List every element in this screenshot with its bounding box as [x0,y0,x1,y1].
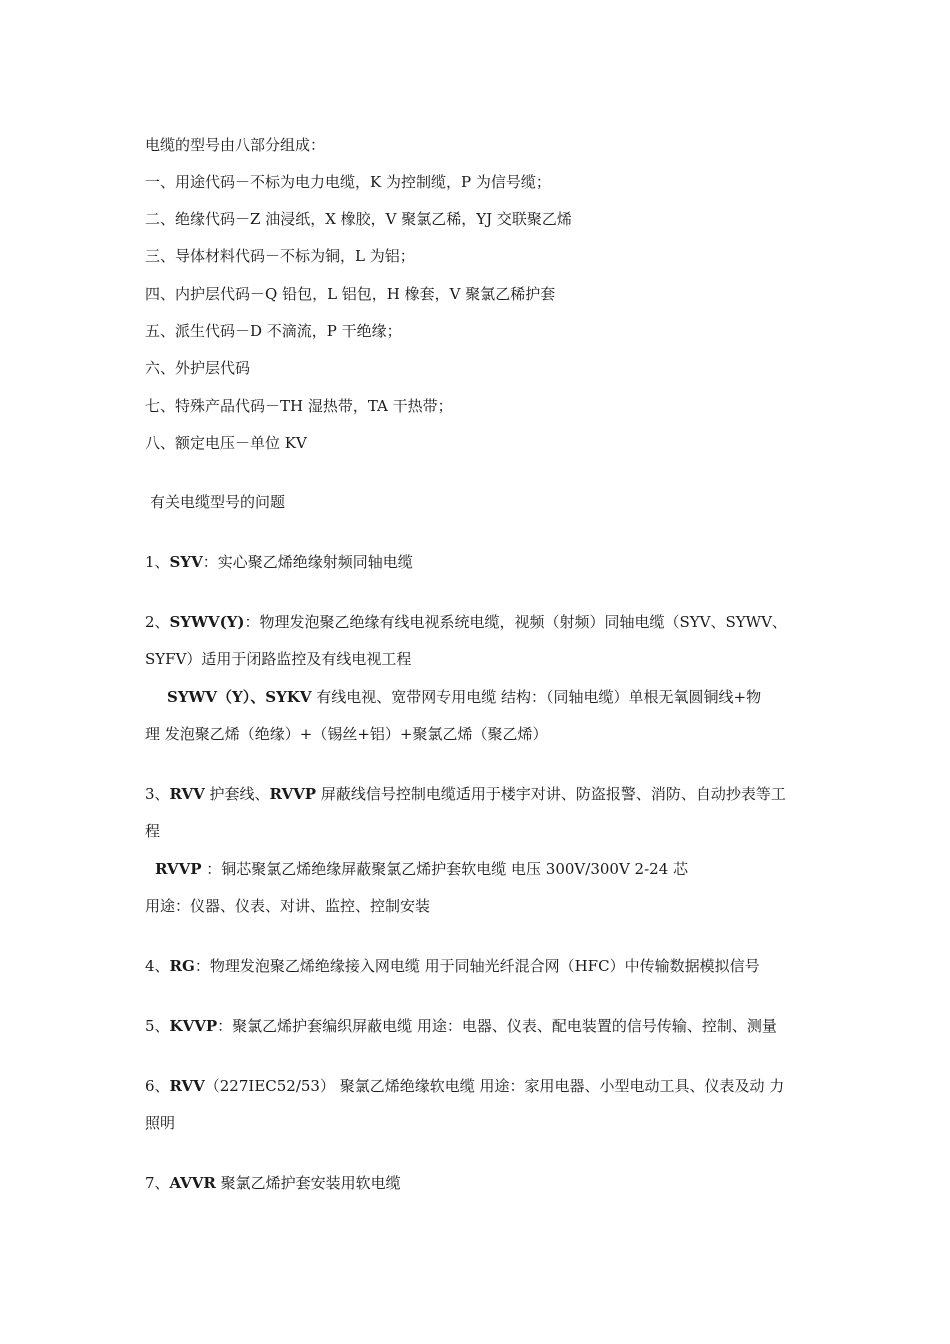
intro-item-6: 六、外护层代码 [145,359,251,377]
intro-heading: 电缆的型号由八部分组成： [145,136,326,154]
entry-2-text: ：物理发泡聚乙绝缘有线电视系统电缆，视频（射频）同轴电缆（SYV、SYWV、 [244,613,787,631]
entry-1-text: ：实心聚乙烯绝缘射频同轴电缆 [202,553,413,571]
entry-4-code: RG [169,957,195,975]
entry-3-sub-text: ：铜芯聚氯乙烯绝缘屏蔽聚氯乙烯护套软电缆 电压 300V/300V 2-24 芯 [201,860,689,878]
entry-6 [145,1076,784,1096]
entry-3-code1: RVV [169,785,205,803]
entry-3-use: 用途：仪器、仪表、对讲、监控、控制安装 [145,897,431,915]
entry-1 [145,552,413,572]
entry-3 [145,784,786,804]
intro-item-4: 四、内护层代码－Q 铅包，L 铝包，H 橡套，V 聚氯乙稀护套 [145,285,556,303]
entry-5-number: 5、 [145,1017,170,1035]
entry-2-sub-paren: （Y）、 [217,688,266,706]
entry-7 [145,1173,401,1193]
entry-2-sub [167,687,761,707]
entry-4 [145,956,760,976]
entry-3-code2: RVVP [269,785,317,803]
entry-7-number: 7、 [145,1174,170,1192]
entry-6-line2: 照明 [145,1114,176,1132]
entry-5-code: KVVP [169,1017,218,1035]
intro-item-7: 七、特殊产品代码－TH 湿热带，TA 干热带； [145,397,453,415]
entry-3-number: 3、 [145,785,170,803]
entry-3-sub [155,859,688,879]
entry-3-mid: 护套线、 [204,785,270,803]
entry-2-sub-code1: SYWV [167,688,218,706]
intro-item-5: 五、派生代码－D 不滴流，P 干绝缘； [145,322,402,340]
entry-1-number: 1、 [145,553,170,571]
entry-3-text: 屏蔽线信号控制电缆适用于楼宇对讲、防盗报警、消防、自动抄表等工 [316,785,786,803]
entry-7-code: AVVR [169,1174,216,1192]
entry-2 [145,612,787,632]
entry-6-code: RVV [169,1077,205,1095]
entry-3-sub-code: RVVP [155,860,202,878]
entry-7-text: 聚氯乙烯护套安装用软电缆 [215,1174,401,1192]
entry-4-text: ：物理发泡聚乙烯绝缘接入网电缆 用于同轴光纤混合网（HFC）中传输数据模拟信号 [194,957,760,975]
intro-item-3: 三、导体材料代码－不标为铜，L 为铝； [145,247,415,265]
intro-item-2: 二、绝缘代码－Z 油浸纸，X 橡胶，V 聚氯乙稀，YJ 交联聚乙烯 [145,210,572,228]
entry-6-text: （227IEC52/53） 聚氯乙烯绝缘软电缆 用途：家用电器、小型电动工具、仪表及动 力 [204,1077,785,1095]
entry-3-line2: 程 [145,822,161,840]
entry-2-sub-code2: SYKV [265,688,312,706]
entry-2-line2: SYFV）适用于闭路监控及有线电视工程 [145,650,412,668]
entry-6-number: 6、 [145,1077,170,1095]
section-title: 有关电缆型号的问题 [150,493,286,511]
entry-4-number: 4、 [145,957,170,975]
entry-5-text: ：聚氯乙烯护套编织屏蔽电缆 用途：电器、仪表、配电装置的信号传输、控制、测量 [217,1017,777,1035]
entry-2-sub-line2: 理 发泡聚乙烯（绝缘）+（锡丝+铝）+聚氯乙烯（聚乙烯） [145,725,548,743]
entry-2-number: 2、 [145,613,170,631]
entry-1-code: SYV [169,553,203,571]
intro-item-8: 八、额定电压－单位 KV [145,434,307,452]
intro-item-1: 一、用途代码－不标为电力电缆，K 为控制缆，P 为信号缆； [145,173,551,191]
entry-2-code: SYWV(Y) [169,613,245,631]
entry-2-sub-text: 有线电视、宽带网专用电缆 结构：（同轴电缆）单根无氧圆铜线+物 [311,688,762,706]
entry-5 [145,1016,777,1036]
